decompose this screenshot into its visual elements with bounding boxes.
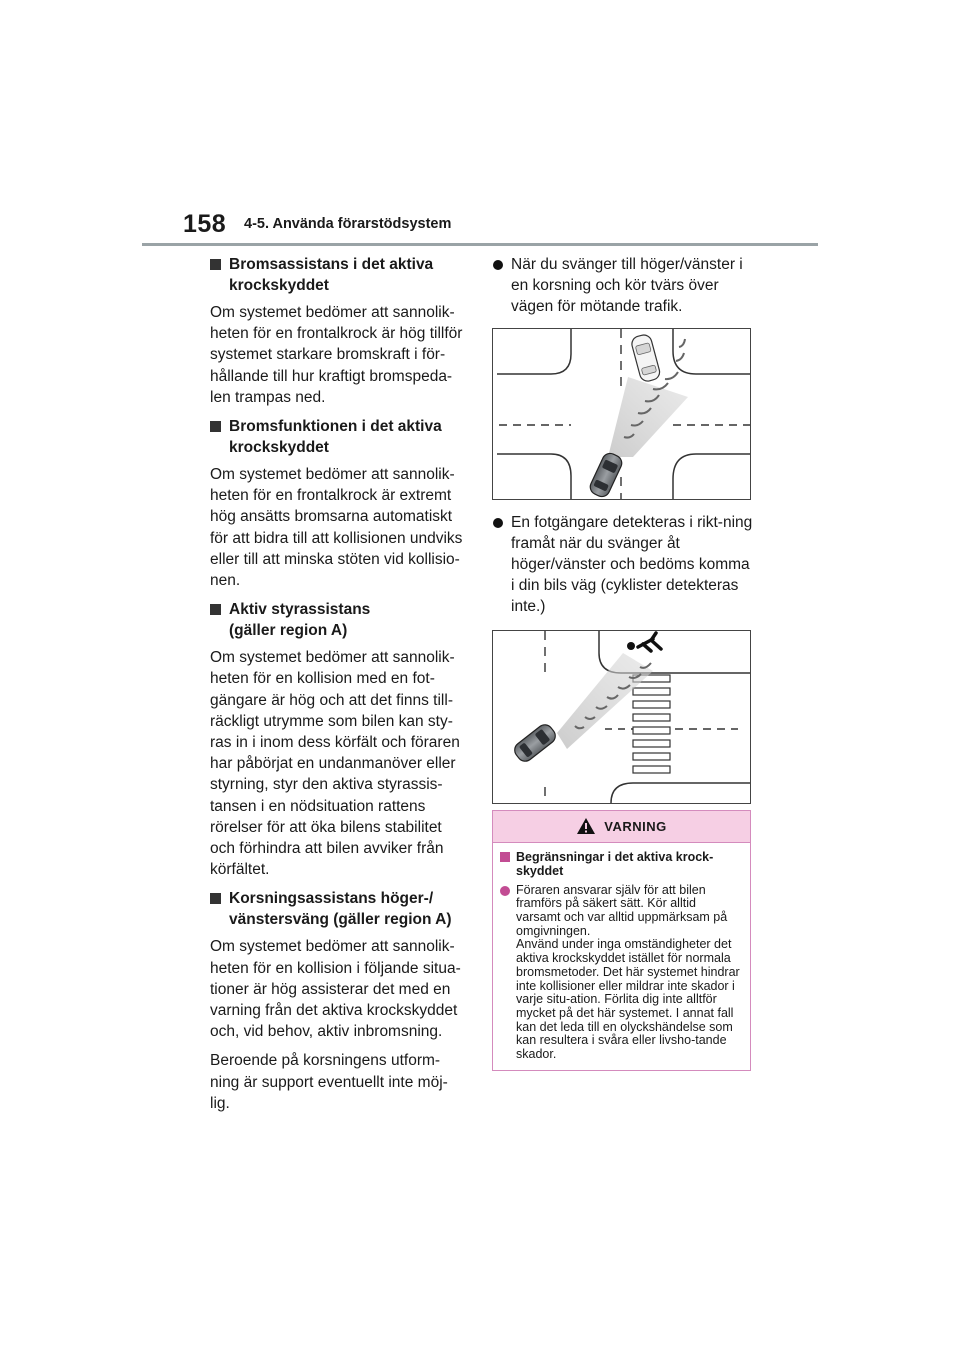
heading-intersection-assist (210, 888, 466, 930)
paragraph-brake-function: Om systemet bedömer att sannolik-heten för en frontalkrock är extremt hög ansätts bromsarna automatiskt för att bidra till att kollisionen undviks eller till att minska stöten vid kollisio-nen. (210, 466, 463, 590)
heading-text: Korsningsassistans höger-/ vänstersväng (gäller region A) (229, 890, 452, 929)
header-rule (142, 243, 818, 246)
pedestrian-crossing-diagram (492, 630, 751, 804)
bullet-text: En fotgängare detekteras i rikt-ning framåt när du svänger åt höger/vänster och bedöms komma i din bils väg (cyklister detekteras inte.) (511, 513, 753, 616)
bullet-pedestrian-detected (492, 512, 754, 618)
heading-text: (gäller region A) (229, 622, 348, 640)
left-column (210, 254, 466, 1122)
square-bullet-icon (210, 421, 221, 432)
section-title: 4-5. Använda förarstödsystem (244, 216, 452, 232)
turning-intersection-diagram (492, 328, 751, 500)
round-bullet-icon (493, 518, 503, 528)
paragraph-brake-assist: Om systemet bedömer att sannolik-heten för en frontalkrock är hög tillför systemet starkare bromskraft i för-hållande till hur kraftigt bromspeda-len trampas ned. (210, 304, 463, 406)
round-bullet-icon (500, 886, 510, 896)
heading-brake-assist (210, 254, 466, 296)
warning-box (492, 810, 751, 1071)
warning-heading (500, 850, 741, 878)
square-bullet-icon (500, 852, 510, 862)
heading-text: Aktiv styrassistans (229, 601, 371, 619)
oncoming-car-icon (630, 333, 661, 383)
warning-title: VARNING (604, 818, 667, 834)
square-bullet-icon (210, 604, 221, 615)
warning-text-2: Använd under inga omständigheter det aktiva krockskyddet istället för normala bromsmetoder. Det här systemet hindrar inte kollisioner eller mildrar inte skador i varje situ-ation. Förlita dig inte alltför mycket på det här systemet. I annat fall kan det leda till en olyckshändelse som kan resultera i svåra eller livsho-tande skador. (516, 937, 740, 1062)
warning-text-1: Föraren ansvarar själv för att bilen framförs på säkert sätt. Kör alltid varsamt och var alltid uppmärksam på omgivningen. (516, 882, 728, 938)
warning-triangle-icon (576, 817, 596, 835)
pedestrian-icon (627, 633, 661, 651)
page-number: 158 (183, 210, 227, 238)
bullet-text: När du svänger till höger/vänster i en korsning och kör tvärs över vägen för mötande trafik. (511, 256, 743, 316)
own-car-icon (588, 450, 625, 498)
warning-bullet (500, 884, 741, 1062)
warning-header (493, 811, 750, 843)
bullet-turn-across-traffic (492, 254, 754, 318)
square-bullet-icon (210, 893, 221, 904)
round-bullet-icon (493, 260, 503, 270)
paragraph-intersection-assist: Om systemet bedömer att sannolik-heten för en kollision i följande situa-tioner är hög assisterar det med en varning från det aktiva krockskyddet och, vid behov, aktiv inbromsning. (210, 938, 461, 1041)
heading-steering-assist (210, 599, 466, 641)
paragraph-steering-assist: Om systemet bedömer att sannolik-heten för en kollision med en fot-gängare är hög och att det finns till-räckligt utrymme som bilen kan sty-ras in i inom dess körfält och föraren har påbörjat en undanmanöver eller styrning, styr den aktiva styrassis-tansen i en nödsituation rattens rörelser för att öka bilens stabilitet och förhindra att bilen avviker från körfältet. (210, 649, 460, 879)
warning-body (493, 843, 750, 1070)
heading-text: Bromsassistans i det aktiva krockskyddet (229, 256, 434, 294)
heading-text: Bromsfunktionen i det aktiva krockskyddet (229, 418, 442, 457)
paragraph-intersection-note: Beroende på korsningens utform-ning är support eventuellt inte möj-lig. (210, 1052, 448, 1112)
heading-brake-function (210, 416, 466, 458)
warning-heading-text: Begränsningar i det aktiva krock-skyddet (516, 849, 714, 878)
right-column (492, 254, 754, 1071)
square-bullet-icon (210, 259, 221, 270)
own-car-icon (512, 721, 559, 764)
